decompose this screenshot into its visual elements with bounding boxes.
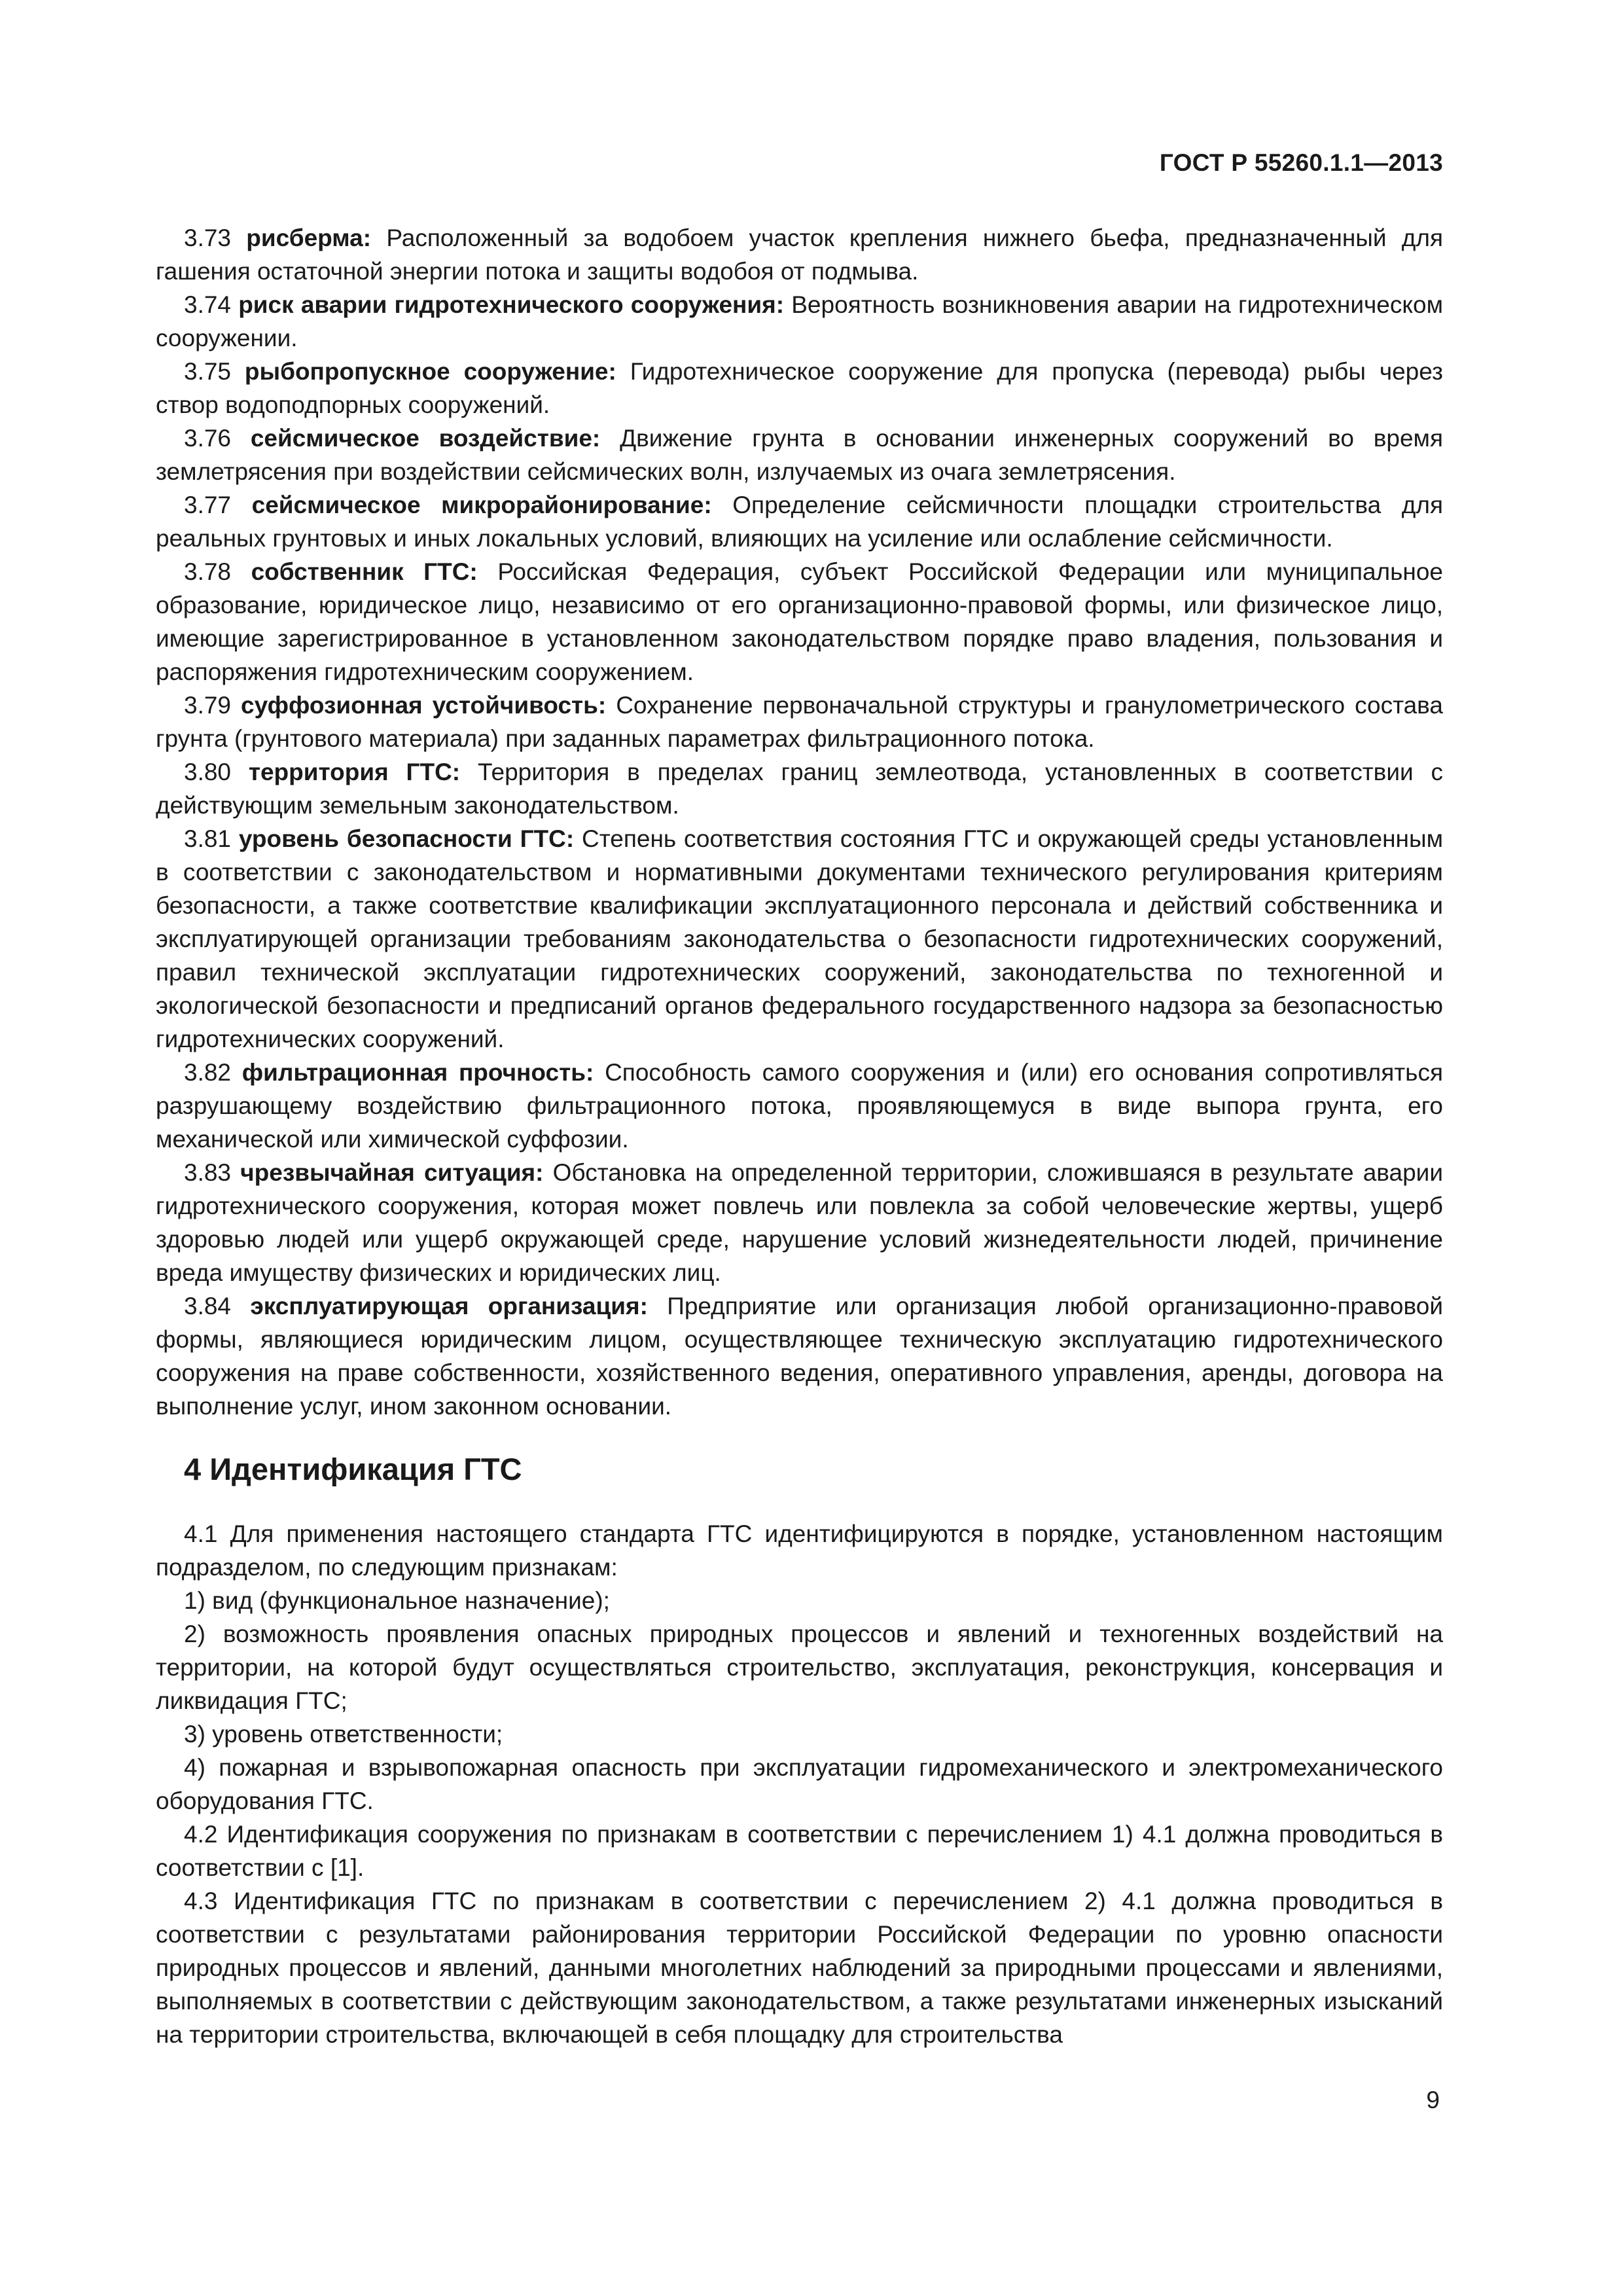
definition-term: сейсмическое микрорайонирование: xyxy=(251,492,712,518)
definition-paragraph xyxy=(156,422,1443,488)
definition-number: 3.79 xyxy=(184,692,232,719)
definition-number: 3.81 xyxy=(184,825,232,852)
definition-term: чрезвычайная ситуация: xyxy=(240,1159,544,1186)
section-paragraph: 4.3 Идентификация ГТС по признакам в соответствии с перечислением 2) 4.1 должна проводиться в соответствии с результатами районирования территории Российской Федерации по уровню опасности природных процессов и явлений, данными многолетних наблюдений за природными процессами и явлениями, выполняемых в соответствии с действующим законодательством, а также результатами инженерных изысканий на территории строительства, включающей в себя площадку для строительства xyxy=(156,1888,1443,2048)
section-heading: 4 Идентификация ГТС xyxy=(184,1452,522,1486)
definition-text: Предприятие или организация любой организационно-правовой формы, являющиеся юридическим лицом, осуществляющее техническую эксплуатацию гидротехнического сооружения на праве собственности, хозяйственного ведения, оперативного управления, аренды, договора на выполнение услуг, ином законном основании. xyxy=(156,1293,1443,1420)
definition-term: сейсмическое воздействие: xyxy=(250,425,601,452)
definition-paragraph xyxy=(156,755,1443,822)
definition-text: Движение грунта в основании инженерных сооружений во время землетрясения при воздействии сейсмических волн, излучаемых из очага землетрясения. xyxy=(156,425,1443,485)
definition-text: Степень соответствия состояния ГТС и окружающей среды установленным в соответствии с законодательством и нормативными документами технического регулирования критериям безопасности, а также соответствие квалификации эксплуатационного персонала и действий собственника и эксплуатирующей организации требованиям законодательства о безопасности гидротехнических сооружений, правил технической эксплуатации гидротехнических сооружений, законодательства по техногенной и экологической безопасности и предписаний органов федерального государственного надзора за безопасностью гидротехнических сооружений. xyxy=(156,825,1444,1052)
document-code-header: ГОСТ Р 55260.1.1—2013 xyxy=(1159,149,1443,176)
definition-number: 3.76 xyxy=(184,425,232,452)
definition-number: 3.84 xyxy=(184,1293,232,1319)
definition-text: Российская Федерация, субъект Российской Федерации или муниципальное образование, юридическое лицо, независимо от его организационно-правовой формы, или физическое лицо, имеющие зарегистрированное в установленном законодательством порядке право владения, пользования и распоряжения гидротехническим сооружением. xyxy=(156,558,1444,685)
definition-term: суффозионная устойчивость: xyxy=(241,692,607,719)
definition-term: уровень безопасности ГТС: xyxy=(238,825,575,852)
definition-paragraph xyxy=(156,221,1443,288)
section-paragraph: 1) вид (функциональное назначение); xyxy=(184,1587,610,1614)
definition-paragraph xyxy=(156,822,1443,1056)
definition-term: территория ГТС: xyxy=(248,759,461,785)
definition-number: 3.73 xyxy=(184,224,232,251)
page-content xyxy=(156,221,1443,2051)
definition-term: рыбопропускное сооружение: xyxy=(244,358,616,385)
definition-text: Территория в пределах границ землеотвода, установленных в соответствии с действующим земельным законодательством. xyxy=(156,759,1444,819)
section-paragraph: 4.2 Идентификация сооружения по признакам в соответствии с перечислением 1) 4.1 должна проводиться в соответствии с [1]. xyxy=(156,1821,1443,1881)
definition-text: Обстановка на определенной территории, сложившаяся в результате аварии гидротехнического сооружения, которая может повлечь или повлекла за собой человеческие жертвы, ущерб здоровью людей или ущерб окружающей среде, нарушение условий жизнедеятельности людей, причинение вреда имуществу физических и юридических лиц. xyxy=(156,1159,1444,1286)
definition-term: эксплуатирующая организация: xyxy=(250,1293,648,1319)
section-paragraph: 4.1 Для применения настоящего стандарта ГТС идентифицируются в порядке, установленном настоящим подразделом, по следующим признакам: xyxy=(156,1520,1443,1581)
definitions-list xyxy=(156,221,1443,1423)
definition-text: Вероятность возникновения аварии на гидротехническом сооружении. xyxy=(156,291,1444,351)
definition-number: 3.78 xyxy=(184,558,232,585)
definition-text: Расположенный за водобоем участок крепления нижнего бьефа, предназначенный для гашения остаточной энергии потока и защиты водобоя от подмыва. xyxy=(156,224,1444,285)
section-paragraph: 4) пожарная и взрывопожарная опасность при эксплуатации гидромеханического и электромеханического оборудования ГТС. xyxy=(156,1754,1443,1814)
section-paragraphs xyxy=(156,1517,1443,2051)
definition-term: собственник ГТС: xyxy=(251,558,478,585)
definition-paragraph xyxy=(156,1289,1443,1423)
definition-text: Определение сейсмичности площадки строительства для реальных грунтовых и иных локальных условий, влияющих на усиление или ослабление сейсмичности. xyxy=(156,492,1443,552)
definition-term: риск аварии гидротехнического сооружения: xyxy=(238,291,785,318)
definition-paragraph xyxy=(156,288,1443,355)
definition-text: Способность самого сооружения и (или) его основания сопротивляться разрушающему воздействию фильтрационного потока, проявляющемуся в виде выпора грунта, его механической или химической суффозии. xyxy=(156,1059,1443,1153)
definition-number: 3.77 xyxy=(184,492,232,518)
definition-text: Сохранение первоначальной структуры и гранулометрического состава грунта (грунтового материала) при заданных параметрах фильтрационного потока. xyxy=(156,692,1443,752)
page-number: 9 xyxy=(1426,2087,1440,2113)
section-paragraph: 2) возможность проявления опасных природных процессов и явлений и техногенных воздействий на территории, на которой будут осуществляться строительство, эксплуатация, реконструкция, консервация и ликвидация ГТС; xyxy=(156,1621,1443,1714)
section-paragraph: 3) уровень ответственности; xyxy=(184,1721,503,1748)
definition-number: 3.80 xyxy=(184,759,232,785)
definition-paragraph xyxy=(156,689,1443,755)
definition-paragraph xyxy=(156,555,1443,689)
definition-number: 3.82 xyxy=(184,1059,232,1086)
definition-paragraph xyxy=(156,1156,1443,1289)
definition-number: 3.75 xyxy=(184,358,232,385)
definition-paragraph xyxy=(156,355,1443,422)
definition-term: фильтрационная прочность: xyxy=(241,1059,594,1086)
definition-paragraph xyxy=(156,1056,1443,1156)
definition-term: рисберма: xyxy=(246,224,372,251)
definition-text: Гидротехническое сооружение для пропуска (перевода) рыбы через створ водоподпорных сооружений. xyxy=(156,358,1443,418)
definition-paragraph xyxy=(156,488,1443,555)
definition-number: 3.74 xyxy=(184,291,232,318)
definition-number: 3.83 xyxy=(184,1159,232,1186)
